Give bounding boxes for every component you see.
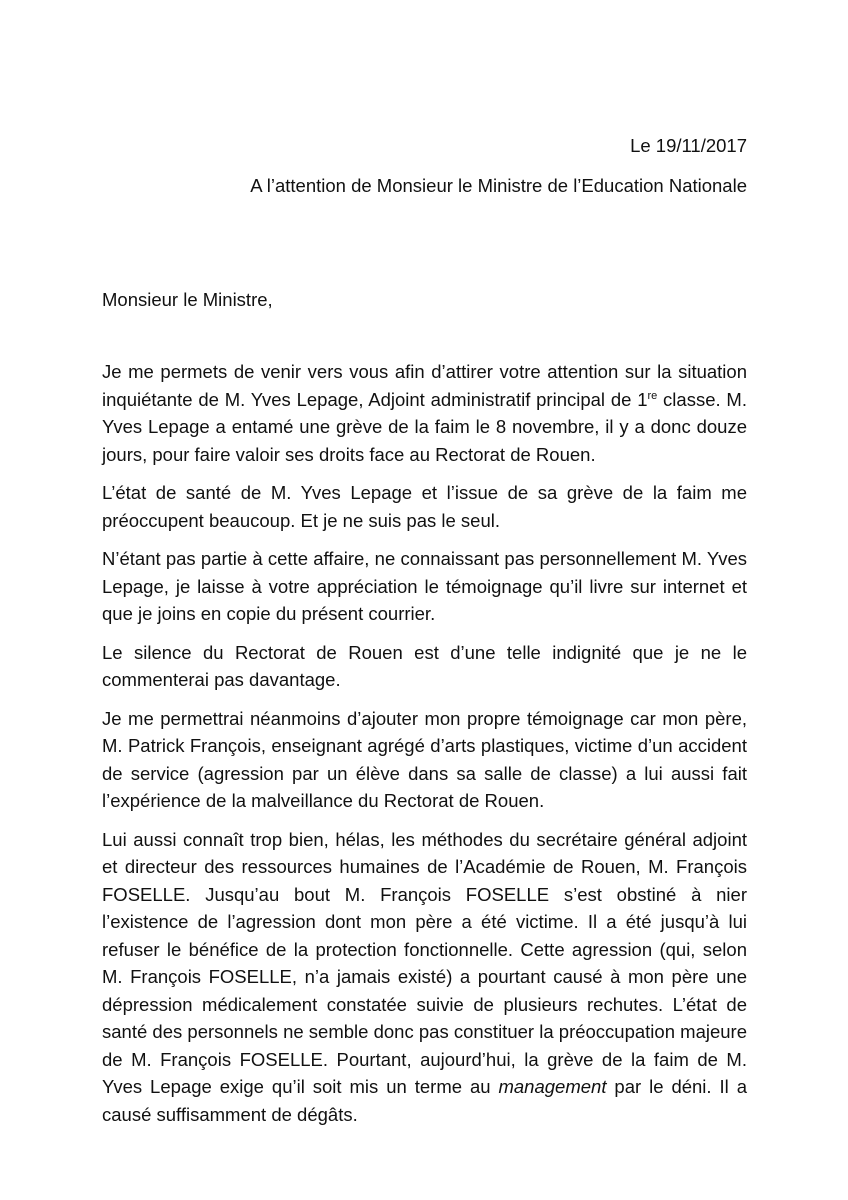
paragraph-2: L’état de santé de M. Yves Lepage et l’issue de sa grève de la faim me préoccupent beaucoup. Et je ne suis pas le seul. <box>102 482 747 531</box>
paragraph-1 <box>102 358 747 468</box>
paragraph-6-text-a: Lui aussi connaît trop bien, hélas, les méthodes du secrétaire général adjoint et directeur des ressources humaines de l’Académie de Rouen, M. François FOSELLE. Jusqu’au bout M. François FOSELLE s’est obstiné à nier l’existence de l’agression dont mon père a été victime. Il a été jusqu’à lui refuser le bénéfice de la protection fonctionnelle. Cette agression (qui, selon M. François FOSELLE, n’a jamais existé) a pourtant causé à mon père une dépression médicalement constatée suivie de plusieurs rechutes. L’état de santé des personnels ne semble donc pas constituer la préoccupation majeure de M. François FOSELLE. Pourtant, aujourd’hui, la grève de la faim de M. Yves Lepage exige qu’il soit mis un terme au <box>102 828 747 1097</box>
letter-date: Le 19/11/2017 <box>630 135 747 156</box>
paragraph-6-text-b: par le déni. Il a causé suffisamment de dégâts. <box>102 1076 747 1125</box>
paragraph-1-text-a: Je me permets de venir vers vous afin d’attirer votre attention sur la situation inquiétante de M. Yves Lepage, Adjoint administratif principal de 1 <box>102 361 747 410</box>
letter-body <box>102 358 747 1139</box>
paragraph-3: N’étant pas partie à cette affaire, ne connaissant pas personnellement M. Yves Lepage, je laisse à votre appréciation le témoignage qu’il livre sur internet et que je joins en copie du présent courrier. <box>102 548 747 624</box>
ordinal-suffix: re <box>647 389 658 402</box>
paragraph-1-text-b: classe. M. Yves Lepage a entamé une grève de la faim le 8 novembre, il y a donc douze jours, pour faire valoir ses droits face au Rectorat de Rouen. <box>102 388 747 465</box>
letter-salutation: Monsieur le Ministre, <box>102 289 273 310</box>
paragraph-4: Le silence du Rectorat de Rouen est d’une telle indignité que je ne le commenterai pas davantage. <box>102 641 747 690</box>
emphasized-word: management <box>498 1076 607 1097</box>
paragraph-5: Je me permettrai néanmoins d’ajouter mon propre témoignage car mon père, M. Patrick François, enseignant agrégé d’arts plastiques, victime d’un accident de service (agression par un élève dans sa salle de classe) a lui aussi fait l’expérience de la malveillance du Rectorat de Rouen. <box>102 707 747 811</box>
paragraph-6 <box>102 826 747 1129</box>
letter-recipient: A l’attention de Monsieur le Ministre de l’Education Nationale <box>250 175 747 196</box>
